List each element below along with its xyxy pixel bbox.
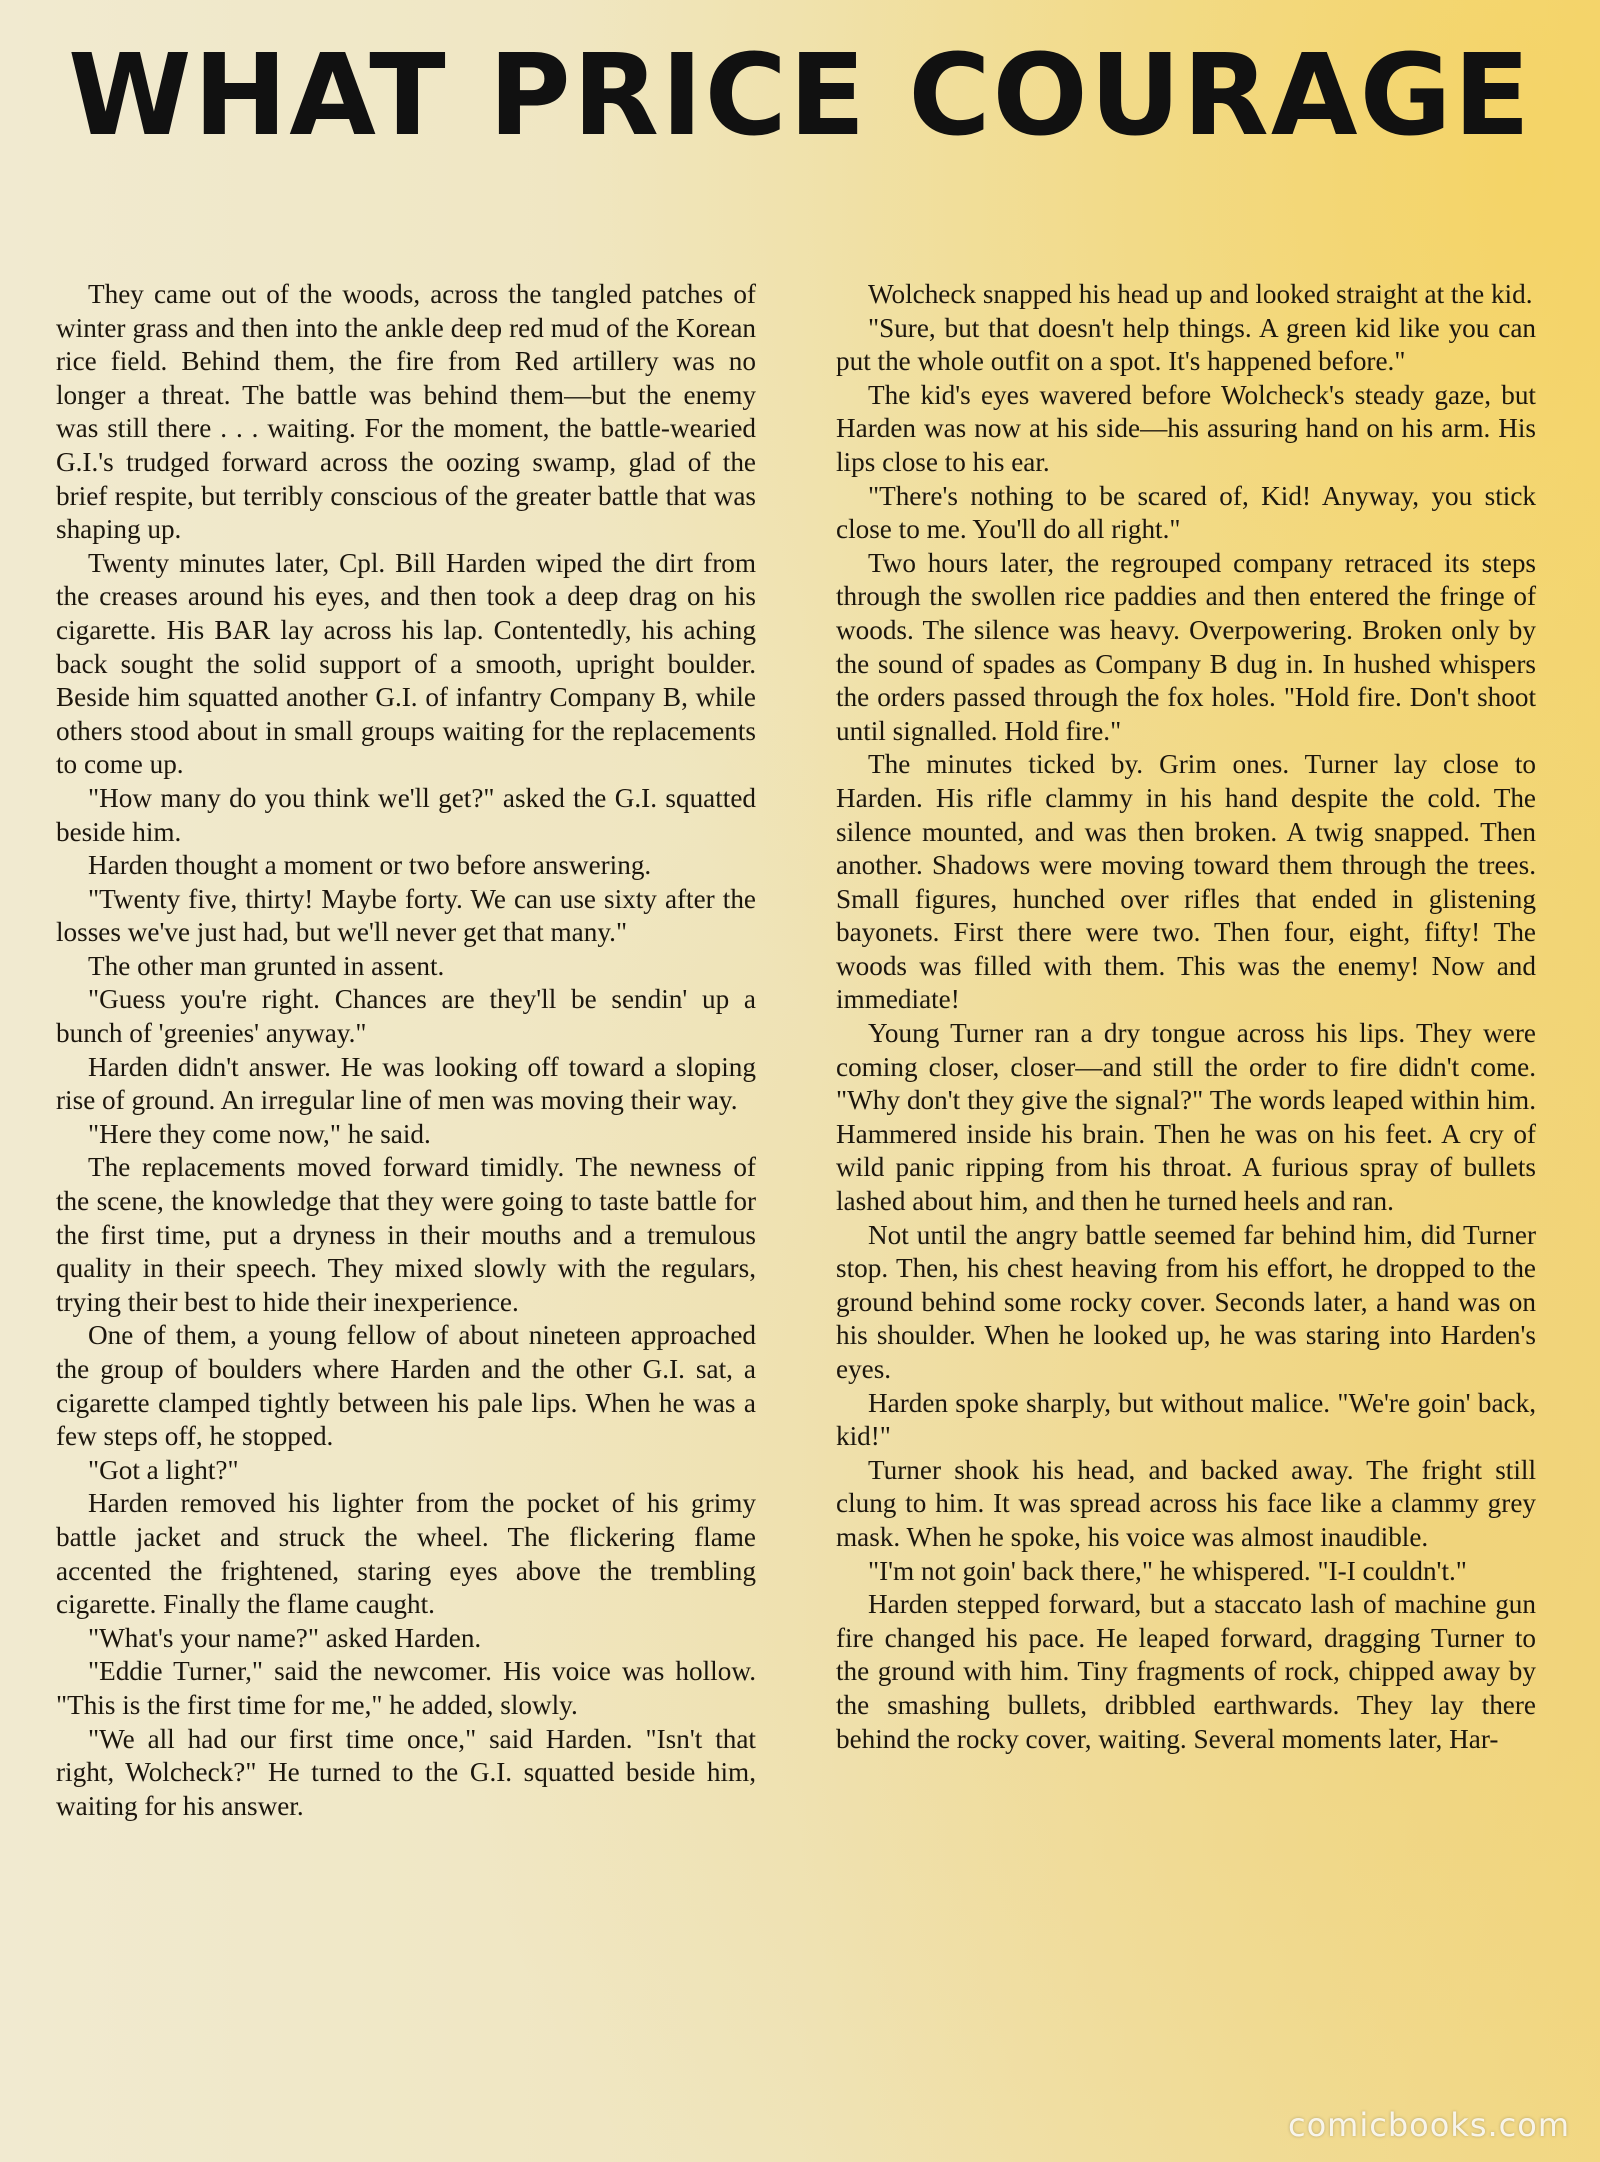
paragraph: "Eddie Turner," said the newcomer. His voice was hollow. "This is the first time for me," he added, slowly. <box>56 1656 756 1720</box>
paragraph: Two hours later, the regrouped company retraced its steps through the swollen rice paddies and then entered the fringe of woods. The silence was heavy. Overpowering. Broken only by the sound of spades as Company B dug in. In hushed whispers the orders passed through the fox holes. "Hold fire. Don't shoot until signalled. Hold fire." <box>836 547 1536 746</box>
paragraph: "Got a light?" <box>88 1454 239 1485</box>
paragraph: Harden stepped forward, but a staccato lash of machine gun fire changed his pace. He leaped forward, dragging Turner to the ground with him. Tiny fragments of rock, chipped away by the smashing bullets, dribbled earthwards. They lay there behind the rocky cover, waiting. Several moments later, Har- <box>836 1589 1536 1754</box>
right-text-column <box>836 278 1536 1756</box>
story-title: WHAT PRICE COURAGE <box>67 31 1533 161</box>
paragraph: "I'm not goin' back there," he whispered. "I-I couldn't." <box>868 1555 1467 1586</box>
paragraph: "We all had our first time once," said Harden. "Isn't that right, Wolcheck?" He turned to the G.I. squatted beside him, waiting for his answer. <box>56 1723 756 1821</box>
paragraph: One of them, a young fellow of about nineteen approached the group of boulders where Harden and the other G.I. sat, a cigarette clamped tightly between his pale lips. When he was a few steps off, he stopped. <box>56 1320 756 1452</box>
paragraph: The replacements moved forward timidly. The newness of the scene, the knowledge that they were going to taste battle for the first time, put a dryness in their mouths and a tremulous quality in their speech. They mixed slowly with the regulars, trying their best to hide their inexperience. <box>56 1152 756 1317</box>
paragraph: "Sure, but that doesn't help things. A green kid like you can put the whole outfit on a spot. It's happened before." <box>836 312 1536 377</box>
paragraph: Harden thought a moment or two before answering. <box>88 850 652 881</box>
paragraph: "Guess you're right. Chances are they'll be sendin' up a bunch of 'greenies' anyway." <box>56 984 756 1049</box>
paragraph: Twenty minutes later, Cpl. Bill Harden wiped the dirt from the creases around his eyes, and then took a deep drag on his cigarette. His BAR lay across his lap. Contentedly, his aching back sought the solid support of a smooth, upright boulder. Beside him squatted another G.I. of infantry Company B, while others stood about in small groups waiting for the replacements to come up. <box>56 547 756 780</box>
paragraph: "How many do you think we'll get?" asked the G.I. squatted beside him. <box>56 782 756 847</box>
paragraph: The other man grunted in assent. <box>88 950 445 981</box>
paragraph: Harden spoke sharply, but without malice. "We're goin' back, kid!" <box>836 1387 1536 1452</box>
paragraph: They came out of the woods, across the tangled patches of winter grass and then into the ankle deep red mud of the Korean rice field. Behind them, the fire from Red artillery was no longer a threat. The battle was behind them—but the enemy was still there . . . waiting. For the moment, the battle-wearied G.I.'s trudged forward across the oozing swamp, glad of the brief respite, but terribly conscious of the greater battle that was shaping up. <box>56 279 756 545</box>
paragraph: Harden didn't answer. He was looking off toward a sloping rise of ground. An irregular line of men was moving their way. <box>56 1051 756 1116</box>
source-watermark: comicbooks.com <box>1287 2106 1570 2144</box>
paragraph: "Twenty five, thirty! Maybe forty. We can use sixty after the losses we've just had, but we'll never get that many." <box>56 883 756 948</box>
paragraph: Harden removed his lighter from the pocket of his grimy battle jacket and struck the wheel. The flickering flame accented the frightened, staring eyes above the trembling cigarette. Finally the flame caught. <box>56 1488 756 1620</box>
paragraph: The kid's eyes wavered before Wolcheck's steady gaze, but Harden was now at his side—his assuring hand on his arm. His lips close to his ear. <box>836 379 1536 477</box>
left-text-column <box>56 278 756 1823</box>
paragraph: "There's nothing to be scared of, Kid! Anyway, you stick close to me. You'll do all right." <box>836 480 1536 545</box>
paragraph: "What's your name?" asked Harden. <box>88 1622 482 1653</box>
paragraph: The minutes ticked by. Grim ones. Turner lay close to Harden. His rifle clammy in his hand despite the cold. The silence mounted, and was then broken. A twig snapped. Then another. Shadows were moving toward them through the trees. Small figures, hunched over rifles that ended in glistening bayonets. First there were two. Then four, eight, fifty! The woods was filled with them. This was the enemy! Now and immediate! <box>836 749 1536 1015</box>
paragraph: Turner shook his head, and backed away. The fright still clung to him. It was spread across his face like a clammy grey mask. When he spoke, his voice was almost inaudible. <box>836 1454 1536 1552</box>
paragraph: "Here they come now," he said. <box>88 1118 431 1149</box>
paragraph: Young Turner ran a dry tongue across his lips. They were coming closer, closer—and still the order to fire didn't come. "Why don't they give the signal?" The words leaped within him. Hammered inside his brain. Then he was on his feet. A cry of wild panic ripping from his throat. A furious spray of bullets lashed about him, and then he turned heels and ran. <box>836 1018 1536 1217</box>
paragraph: Wolcheck snapped his head up and looked straight at the kid. <box>868 279 1533 309</box>
paragraph: Not until the angry battle seemed far behind him, did Turner stop. Then, his chest heaving from his effort, he dropped to the ground behind some rocky cover. Seconds later, a hand was on his shoulder. When he looked up, he was staring into Harden's eyes. <box>836 1219 1536 1384</box>
